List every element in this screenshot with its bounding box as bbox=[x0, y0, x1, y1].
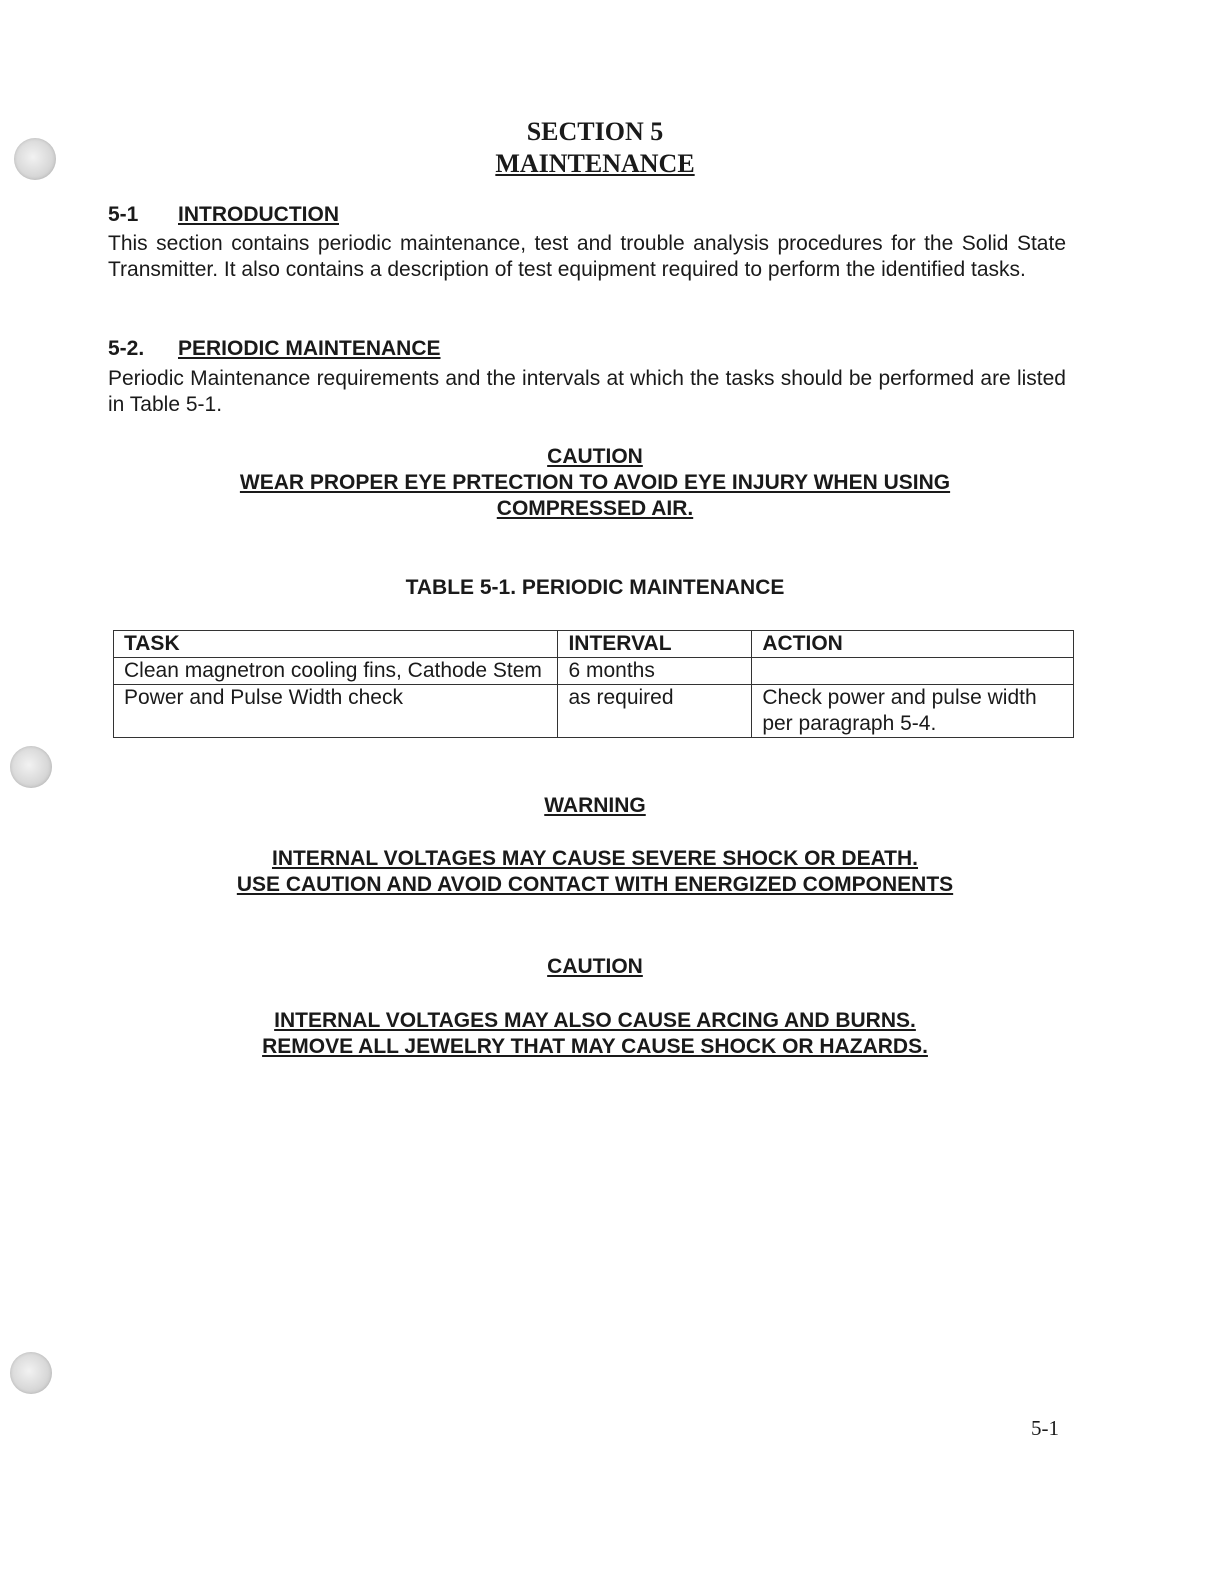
cell-task: Power and Pulse Width check bbox=[114, 685, 558, 738]
cell-task: Clean magnetron cooling fins, Cathode Stem bbox=[114, 658, 558, 685]
punch-hole-bottom bbox=[10, 1352, 52, 1394]
periodic-title: PERIODIC MAINTENANCE bbox=[178, 337, 441, 360]
warning-line-1: INTERNAL VOLTAGES MAY CAUSE SEVERE SHOCK OR DEATH. bbox=[271, 847, 919, 870]
caution-eye-protection bbox=[0, 444, 1190, 522]
warning-voltage bbox=[0, 793, 1190, 819]
section-title bbox=[0, 116, 1190, 180]
header-action: ACTION bbox=[752, 631, 1074, 658]
warning-title: WARNING bbox=[544, 794, 646, 817]
warning-text bbox=[0, 846, 1190, 898]
periodic-paragraph: Periodic Maintenance requirements and the intervals at which the tasks should be performed are listed in Table 5-1. bbox=[108, 367, 1066, 416]
intro-paragraph: This section contains periodic maintenance, test and trouble analysis procedures for the Solid State Transmitter. It also contains a description of test equipment required to perform the identified tasks. bbox=[108, 232, 1066, 281]
caution-2-title: CAUTION bbox=[547, 955, 643, 978]
table-header-row bbox=[114, 631, 1074, 658]
cell-action bbox=[752, 658, 1074, 685]
intro-title: INTRODUCTION bbox=[178, 203, 339, 226]
intro-number: 5-1 bbox=[108, 203, 139, 226]
section-number: SECTION 5 bbox=[526, 117, 664, 146]
caution-line-1: WEAR PROPER EYE PRTECTION TO AVOID EYE INJURY WHEN USING bbox=[239, 471, 951, 494]
caution-2-line-2: REMOVE ALL JEWELRY THAT MAY CAUSE SHOCK OR HAZARDS. bbox=[262, 1035, 928, 1058]
periodic-maintenance-table bbox=[113, 630, 1074, 738]
cell-interval: 6 months bbox=[558, 658, 752, 685]
caution-title: CAUTION bbox=[547, 445, 643, 468]
table-row bbox=[114, 658, 1074, 685]
punch-hole-middle bbox=[10, 746, 52, 788]
table-row bbox=[114, 685, 1074, 738]
caution-line-2: COMPRESSED AIR. bbox=[496, 497, 694, 520]
header-interval: INTERVAL bbox=[558, 631, 752, 658]
caution-arcing-text bbox=[0, 1008, 1190, 1060]
intro-heading bbox=[108, 203, 339, 227]
cell-action: Check power and pulse width per paragraph 5-4. bbox=[752, 685, 1074, 738]
warning-line-2: USE CAUTION AND AVOID CONTACT WITH ENERGIZED COMPONENTS bbox=[236, 873, 954, 896]
section-name: MAINTENANCE bbox=[495, 149, 695, 178]
periodic-number: 5-2. bbox=[108, 337, 145, 360]
table-title: TABLE 5-1. PERIODIC MAINTENANCE bbox=[405, 576, 785, 599]
caution-arcing bbox=[0, 954, 1190, 980]
page-number: 5-1 bbox=[1031, 1416, 1059, 1440]
periodic-heading bbox=[108, 337, 441, 361]
caution-2-line-1: INTERNAL VOLTAGES MAY ALSO CAUSE ARCING AND BURNS. bbox=[274, 1009, 916, 1032]
header-task: TASK bbox=[114, 631, 558, 658]
cell-interval: as required bbox=[558, 685, 752, 738]
